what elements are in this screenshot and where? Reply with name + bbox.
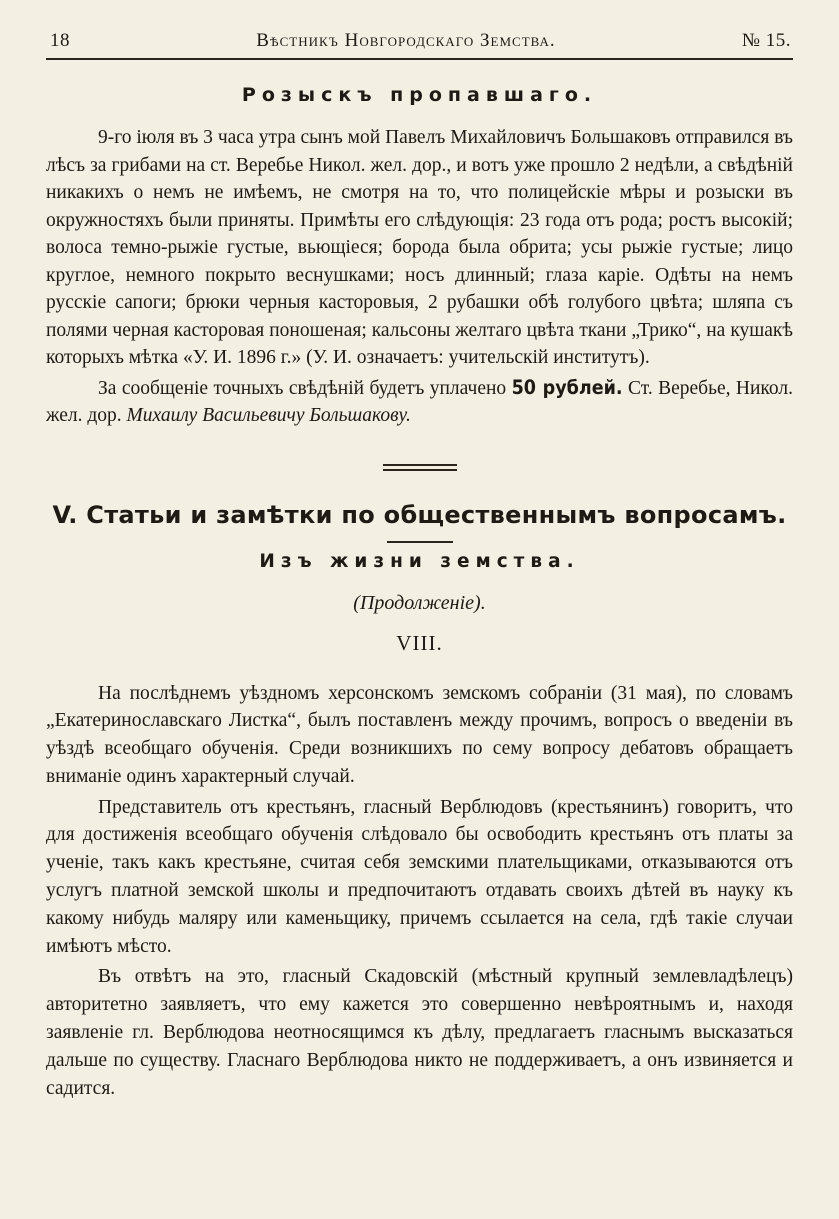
article-body <box>46 680 793 1103</box>
chapter-number: VIII. <box>396 630 443 655</box>
issue-number: № 15. <box>741 30 791 51</box>
running-header <box>46 30 793 60</box>
notice-paragraph: 9-го іюля въ 3 часа утра сынъ мой Павелъ Михайловичъ Большаковъ отправился въ лѣсъ за грибами на ст. Веребье Никол. жел. дор., и вотъ уже прошло 2 недѣли, а свѣдѣній никакихъ о немъ не имѣемъ, не смотря на то, что полицейскіе мѣры и розыски въ окружностяхъ были приняты. Примѣты его слѣдующія: 23 года отъ рода; ростъ высокій; волоса темно-рыжіе густые, вьющіеся; борода была обрита; усы рыжіе густые; лицо круглое, немного покрыто веснушками; носъ длинный; глаза каріе. Одѣты на немъ русскіе сапоги; брюки черныя касторовыя, 2 рубашки обѣ голубого цвѣта; шляпа съ полями черная касторовая поношеная; кальсоны желтаго цвѣта ткани „Трико“, на кушакѣ которыхъ мѣтка «У. И. 1896 г.» (У. И. означаетъ: учительскій институтъ). <box>46 127 793 368</box>
continuation-note: (Продолженіе). <box>353 591 486 614</box>
page-number: 18 <box>50 30 70 51</box>
title-rule <box>387 541 453 543</box>
reward-amount: 50 рублей. <box>511 375 623 399</box>
article-paragraph: На послѣднемъ уѣздномъ херсонскомъ земскомъ собраніи (31 мая), по словамъ „Екатеринославскаго Листка“, былъ поставленъ между прочимъ, вопросъ о введеніи въ уѣздѣ всеобщаго обученія. Среди возникшихъ по сему вопросу дебатовъ обращаетъ вниманіе одинъ характерный случай. <box>46 682 793 787</box>
reward-text-post: Ст. Веребье, Никол. жел. дор. <box>46 377 794 426</box>
notice-heading: Розыскъ пропавшаго. <box>241 84 598 106</box>
journal-page <box>46 30 793 1102</box>
signature: Михаилу Васильевичу Большакову. <box>126 405 411 426</box>
article-heading: Изъ жизни земства. <box>259 550 580 572</box>
article-paragraph: Представитель отъ крестьянъ, гласный Верблюдовъ (крестьянинъ) говоритъ, что для достиженія всеобщаго обученія слѣдовало бы освободить крестьянъ отъ платы за ученіе, такъ какъ крестьяне, считая себя земскими плательщиками, отказываются отъ услугъ платной земской школы и предпочитаютъ отдавать своихъ дѣтей въ науку къ какому нибудь маляру или каменьщику, причемъ ссылается на села, гдѣ такіе случаи имѣютъ мѣсто. <box>46 796 793 957</box>
article-paragraph: Въ отвѣтъ на это, гласный Скадовскій (мѣстный крупный землевладѣлецъ) авторитетно заявляетъ, что ему кажется это совершенно невѣроятнымъ и, находя заявленіе гл. Верблюдова неотносящимся къ дѣлу, предлагаетъ гласнымъ высказаться дальше по существу. Гласнаго Верблюдова никто не поддерживаетъ, а онъ извиняется и садится. <box>46 966 793 1099</box>
section-title: V. Статьи и замѣтки по общественнымъ вопросамъ. <box>52 500 787 529</box>
section-divider <box>383 464 457 471</box>
reward-text-pre: За сообщеніе точныхъ свѣдѣній будетъ уплачено <box>98 377 507 399</box>
journal-title: Вѣстникъ Новгородскаго Земства. <box>256 30 556 51</box>
reward-paragraph <box>46 374 793 430</box>
